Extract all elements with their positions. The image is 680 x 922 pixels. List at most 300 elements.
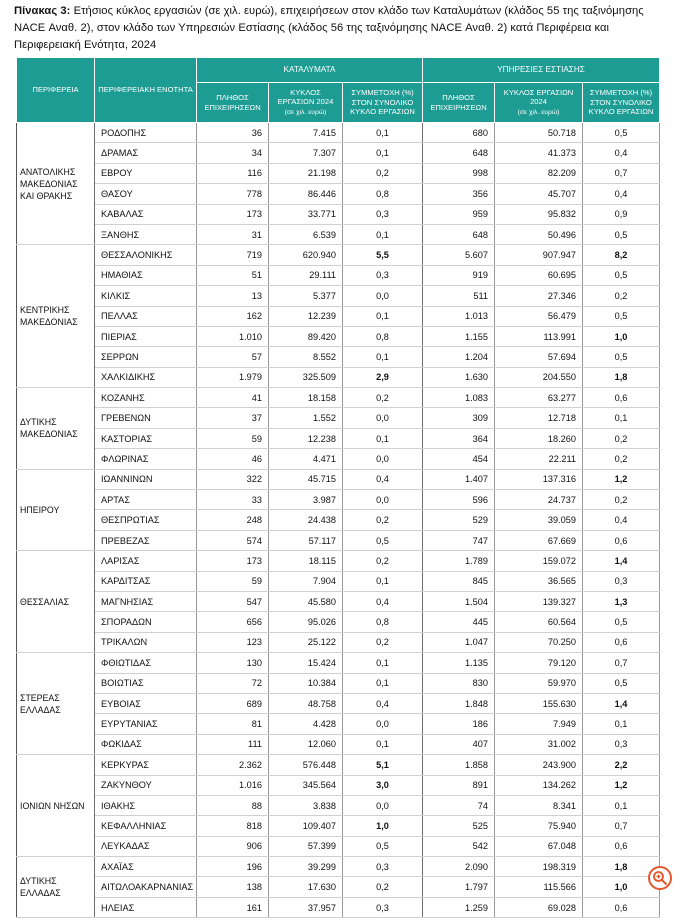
unit-name: ΙΘΑΚΗΣ [95,795,197,815]
food-services-turnover: 50.718 [495,123,583,143]
unit-name: ΘΕΣΠΡΩΤΙΑΣ [95,510,197,530]
table-row [17,755,660,775]
food-services-share: 0,2 [583,490,660,510]
table-row [17,612,660,632]
accommodation-turnover: 1.552 [269,408,343,428]
accommodation-firms: 123 [197,632,269,652]
food-services-firms: 1.047 [423,632,495,652]
accommodation-turnover: 89.420 [269,326,343,346]
accommodation-share: 0,0 [343,449,423,469]
food-services-firms: 364 [423,428,495,448]
food-services-turnover: 27.346 [495,286,583,306]
accommodation-share: 1,0 [343,816,423,836]
food-services-share: 8,2 [583,245,660,265]
table-row [17,897,660,917]
accommodation-share: 0,2 [343,163,423,183]
food-services-turnover: 56.479 [495,306,583,326]
table-row [17,306,660,326]
region-name: ΔΥΤΙΚΗΣ ΕΛΛΑΔΑΣ [17,857,95,918]
food-services-turnover: 18.260 [495,428,583,448]
food-services-turnover: 95.832 [495,204,583,224]
food-services-firms: 1.848 [423,693,495,713]
accommodation-share: 5,5 [343,245,423,265]
food-services-turnover: 67.048 [495,836,583,856]
food-services-turnover: 12.718 [495,408,583,428]
accommodation-turnover: 48.758 [269,693,343,713]
accommodation-share: 0,2 [343,877,423,897]
food-services-share: 0,5 [583,265,660,285]
accommodation-share: 0,8 [343,612,423,632]
table-row [17,184,660,204]
table-row [17,347,660,367]
unit-name: ΠΕΛΛΑΣ [95,306,197,326]
food-services-firms: 1.259 [423,897,495,917]
accommodation-firms: 2.362 [197,755,269,775]
food-services-share: 1,2 [583,775,660,795]
header-a-share: ΣΥΜΜΕΤΟΧΗ (%) ΣΤΟΝ ΣΥΝΟΛΙΚΟ ΚΥΚΛΟ ΕΡΓΑΣΙΩΝ [343,83,423,123]
unit-name: ΓΡΕΒΕΝΩΝ [95,408,197,428]
food-services-firms: 454 [423,449,495,469]
accommodation-turnover: 15.424 [269,653,343,673]
accommodation-firms: 547 [197,591,269,611]
accommodation-turnover: 45.580 [269,591,343,611]
table-row [17,857,660,877]
accommodation-turnover: 17.630 [269,877,343,897]
accommodation-turnover: 8.552 [269,347,343,367]
accommodation-turnover: 39.299 [269,857,343,877]
accommodation-share: 0,4 [343,469,423,489]
accommodation-firms: 59 [197,428,269,448]
table-row [17,795,660,815]
accommodation-turnover: 12.239 [269,306,343,326]
unit-name: ΕΥΒΟΙΑΣ [95,693,197,713]
accommodation-turnover: 7.904 [269,571,343,591]
food-services-firms: 680 [423,123,495,143]
accommodation-share: 0,4 [343,591,423,611]
food-services-turnover: 907.947 [495,245,583,265]
accommodation-firms: 34 [197,143,269,163]
food-services-firms: 525 [423,816,495,836]
food-services-share: 0,1 [583,795,660,815]
accommodation-turnover: 24.438 [269,510,343,530]
food-services-turnover: 79.120 [495,653,583,673]
food-services-share: 0,1 [583,408,660,428]
accommodation-share: 0,0 [343,795,423,815]
food-services-share: 0,3 [583,571,660,591]
header-food-services: ΥΠΗΡΕΣΙΕΣ ΕΣΤΙΑΣΗΣ [423,58,660,83]
accommodation-share: 5,1 [343,755,423,775]
accommodation-turnover: 45.715 [269,469,343,489]
food-services-firms: 1.155 [423,326,495,346]
accommodation-share: 0,1 [343,143,423,163]
unit-name: ΚΕΦΑΛΛΗΝΙΑΣ [95,816,197,836]
header-a-firms: ΠΛΗΘΟΣ ΕΠΙΧΕΙΡΗΣΕΩΝ [197,83,269,123]
accommodation-share: 0,2 [343,632,423,652]
accommodation-share: 0,8 [343,184,423,204]
accommodation-firms: 36 [197,123,269,143]
food-services-share: 0,2 [583,286,660,306]
header-unit: ΠΕΡΙΦΕΡΕΙΑΚΗ ΕΝΟΤΗΤΑ [95,58,197,123]
region-name: ΘΕΣΣΑΛΙΑΣ [17,551,95,653]
accommodation-firms: 138 [197,877,269,897]
food-services-firms: 309 [423,408,495,428]
accommodation-firms: 656 [197,612,269,632]
header-b-share: ΣΥΜΜΕΤΟΧΗ (%) ΣΤΟΝ ΣΥΝΟΛΙΚΟ ΚΥΚΛΟ ΕΡΓΑΣΙΩΝ [583,83,660,123]
food-services-firms: 830 [423,673,495,693]
header-a-turnover: ΚΥΚΛΟΣ ΕΡΓΑΣΙΩΝ 2024 (σε χιλ. ευρώ) [269,83,343,123]
caption-label: Πίνακας 3: [14,5,71,17]
accommodation-share: 0,1 [343,653,423,673]
accommodation-turnover: 21.198 [269,163,343,183]
accommodation-share: 0,0 [343,714,423,734]
accommodation-firms: 173 [197,551,269,571]
unit-name: ΡΟΔΟΠΗΣ [95,123,197,143]
accommodation-turnover: 576.448 [269,755,343,775]
food-services-firms: 74 [423,795,495,815]
table-row [17,326,660,346]
food-services-share: 0,4 [583,510,660,530]
accommodation-firms: 37 [197,408,269,428]
accommodation-turnover: 5.377 [269,286,343,306]
accommodation-firms: 33 [197,490,269,510]
table-row [17,632,660,652]
food-services-share: 0,7 [583,653,660,673]
table-row [17,693,660,713]
accommodation-turnover: 345.564 [269,775,343,795]
table-row [17,367,660,387]
caption-text: Ετήσιος κύκλος εργασιών (σε χιλ. ευρώ), επιχειρήσεων στον κλάδο των Καταλυμάτων (κλάδος 55 της ταξινόμησης NACE Αναθ. 2), στον κλάδο των Υπηρεσιών Εστίασης (κλάδος 56 της ταξινόμησης NACE Αναθ. 2) κατά Περιφέρεια και Περιφερειακή Ενότητα, 2024 [14,5,644,51]
food-services-share: 0,5 [583,612,660,632]
unit-name: ΕΥΡΥΤΑΝΙΑΣ [95,714,197,734]
accommodation-firms: 130 [197,653,269,673]
table-row [17,591,660,611]
food-services-turnover: 57.694 [495,347,583,367]
accommodation-turnover: 7.307 [269,143,343,163]
food-services-turnover: 24.737 [495,490,583,510]
unit-name: ΚΑΣΤΟΡΙΑΣ [95,428,197,448]
unit-name: ΑΧΑΪΑΣ [95,857,197,877]
food-services-turnover: 22.211 [495,449,583,469]
food-services-firms: 959 [423,204,495,224]
accommodation-share: 0,0 [343,490,423,510]
food-services-turnover: 82.209 [495,163,583,183]
food-services-firms: 1.789 [423,551,495,571]
food-services-firms: 1.083 [423,388,495,408]
table-row [17,775,660,795]
food-services-share: 1,8 [583,367,660,387]
food-services-share: 0,5 [583,224,660,244]
accommodation-turnover: 37.957 [269,897,343,917]
accommodation-firms: 111 [197,734,269,754]
accommodation-turnover: 57.117 [269,530,343,550]
accommodation-firms: 13 [197,286,269,306]
accommodation-turnover: 86.446 [269,184,343,204]
unit-name: ΖΑΚΥΝΘΟΥ [95,775,197,795]
unit-name: ΗΜΑΘΙΑΣ [95,265,197,285]
food-services-firms: 2.090 [423,857,495,877]
food-services-firms: 1.013 [423,306,495,326]
table-row [17,551,660,571]
accommodation-share: 0,0 [343,408,423,428]
food-services-turnover: 50.496 [495,224,583,244]
accommodation-firms: 719 [197,245,269,265]
food-services-turnover: 134.262 [495,775,583,795]
accommodation-turnover: 10.384 [269,673,343,693]
accommodation-turnover: 57.399 [269,836,343,856]
unit-name: ΜΑΓΝΗΣΙΑΣ [95,591,197,611]
accommodation-share: 0,3 [343,857,423,877]
unit-name: ΘΑΣΟΥ [95,184,197,204]
region-name: ΣΤΕΡΕΑΣ ΕΛΛΑΔΑΣ [17,653,95,755]
unit-name: ΑΡΤΑΣ [95,490,197,510]
table-row [17,571,660,591]
accommodation-firms: 173 [197,204,269,224]
accommodation-firms: 46 [197,449,269,469]
accommodation-firms: 116 [197,163,269,183]
food-services-firms: 648 [423,143,495,163]
food-services-firms: 407 [423,734,495,754]
accommodation-share: 0,2 [343,388,423,408]
food-services-turnover: 41.373 [495,143,583,163]
food-services-turnover: 159.072 [495,551,583,571]
header-accommodation: ΚΑΤΑΛΥΜΑΤΑ [197,58,423,83]
food-services-turnover: 75.940 [495,816,583,836]
unit-name: ΛΑΡΙΣΑΣ [95,551,197,571]
food-services-share: 0,3 [583,734,660,754]
food-services-share: 0,6 [583,897,660,917]
accommodation-turnover: 29.111 [269,265,343,285]
unit-name: ΘΕΣΣΑΛΟΝΙΚΗΣ [95,245,197,265]
accommodation-share: 0,1 [343,673,423,693]
food-services-firms: 919 [423,265,495,285]
unit-name: ΣΠΟΡΑΔΩΝ [95,612,197,632]
accommodation-firms: 1.979 [197,367,269,387]
food-services-turnover: 60.695 [495,265,583,285]
region-name: ΑΝΑΤΟΛΙΚΗΣ ΜΑΚΕΔΟΝΙΑΣ ΚΑΙ ΘΡΑΚΗΣ [17,123,95,245]
accommodation-share: 2,9 [343,367,423,387]
food-services-share: 0,6 [583,632,660,652]
accommodation-firms: 248 [197,510,269,530]
header-b-firms: ΠΛΗΘΟΣ ΕΠΙΧΕΙΡΗΣΕΩΝ [423,83,495,123]
food-services-turnover: 36.565 [495,571,583,591]
table-row [17,490,660,510]
unit-name: ΠΙΕΡΙΑΣ [95,326,197,346]
food-services-share: 0,6 [583,530,660,550]
region-name: ΗΠΕΙΡΟΥ [17,469,95,551]
food-services-firms: 596 [423,490,495,510]
food-services-share: 1,8 [583,857,660,877]
accommodation-firms: 81 [197,714,269,734]
accommodation-firms: 818 [197,816,269,836]
unit-name: ΗΛΕΙΑΣ [95,897,197,917]
accommodation-turnover: 18.115 [269,551,343,571]
unit-name: ΧΑΛΚΙΔΙΚΗΣ [95,367,197,387]
unit-name: ΚΟΖΑΝΗΣ [95,388,197,408]
food-services-share: 0,7 [583,816,660,836]
table-row [17,734,660,754]
unit-name: ΑΙΤΩΛΟΑΚΑΡΝΑΝΙΑΣ [95,877,197,897]
table-row [17,836,660,856]
accommodation-firms: 72 [197,673,269,693]
accommodation-firms: 41 [197,388,269,408]
food-services-share: 1,0 [583,326,660,346]
table-row [17,408,660,428]
turnover-table [16,57,660,918]
region-name: ΔΥΤΙΚΗΣ ΜΑΚΕΔΟΝΙΑΣ [17,388,95,470]
accommodation-share: 0,1 [343,224,423,244]
unit-name: ΚΑΒΑΛΑΣ [95,204,197,224]
table-row [17,510,660,530]
accommodation-firms: 906 [197,836,269,856]
unit-name: ΚΑΡΔΙΤΣΑΣ [95,571,197,591]
table-row [17,143,660,163]
unit-name: ΛΕΥΚΑΔΑΣ [95,836,197,856]
region-name: ΙΟΝΙΩΝ ΝΗΣΩΝ [17,755,95,857]
food-services-turnover: 198.319 [495,857,583,877]
unit-name: ΞΑΝΘΗΣ [95,224,197,244]
food-services-share: 0,5 [583,123,660,143]
table-row [17,388,660,408]
food-services-firms: 845 [423,571,495,591]
food-services-share: 0,2 [583,449,660,469]
food-services-turnover: 155.630 [495,693,583,713]
food-services-firms: 1.407 [423,469,495,489]
table-row [17,204,660,224]
food-services-share: 1,2 [583,469,660,489]
food-services-turnover: 204.550 [495,367,583,387]
region-name: ΚΕΝΤΡΙΚΗΣ ΜΑΚΕΔΟΝΙΑΣ [17,245,95,388]
accommodation-share: 0,3 [343,204,423,224]
table-row [17,877,660,897]
food-services-share: 0,6 [583,388,660,408]
table-row [17,286,660,306]
accommodation-share: 0,1 [343,306,423,326]
food-services-firms: 1.204 [423,347,495,367]
table-row [17,714,660,734]
food-services-share: 1,0 [583,877,660,897]
accommodation-firms: 161 [197,897,269,917]
food-services-share: 0,5 [583,347,660,367]
accommodation-firms: 88 [197,795,269,815]
food-services-share: 0,9 [583,204,660,224]
food-services-firms: 529 [423,510,495,530]
food-services-turnover: 59.970 [495,673,583,693]
table-row [17,530,660,550]
accommodation-turnover: 4.428 [269,714,343,734]
accommodation-firms: 574 [197,530,269,550]
food-services-firms: 186 [423,714,495,734]
accommodation-firms: 51 [197,265,269,285]
food-services-share: 1,4 [583,693,660,713]
accommodation-share: 0,1 [343,123,423,143]
accommodation-share: 0,2 [343,551,423,571]
food-services-turnover: 7.949 [495,714,583,734]
accommodation-turnover: 325.509 [269,367,343,387]
accommodation-turnover: 95.026 [269,612,343,632]
accommodation-share: 0,5 [343,836,423,856]
food-services-share: 0,1 [583,714,660,734]
accommodation-turnover: 620.940 [269,245,343,265]
food-services-turnover: 139.327 [495,591,583,611]
food-services-turnover: 137.316 [495,469,583,489]
accommodation-share: 0,4 [343,693,423,713]
food-services-turnover: 115.566 [495,877,583,897]
food-services-turnover: 45.707 [495,184,583,204]
food-services-share: 2,2 [583,755,660,775]
accommodation-turnover: 25.122 [269,632,343,652]
accommodation-turnover: 12.238 [269,428,343,448]
accommodation-turnover: 18.158 [269,388,343,408]
food-services-share: 1,3 [583,591,660,611]
food-services-share: 0,4 [583,184,660,204]
food-services-turnover: 8.341 [495,795,583,815]
food-services-firms: 511 [423,286,495,306]
accommodation-turnover: 3.987 [269,490,343,510]
food-services-firms: 542 [423,836,495,856]
accommodation-share: 0,1 [343,734,423,754]
food-services-firms: 998 [423,163,495,183]
accommodation-share: 0,8 [343,326,423,346]
food-services-share: 0,6 [583,836,660,856]
food-services-firms: 747 [423,530,495,550]
table-body [17,123,660,918]
accommodation-turnover: 12.060 [269,734,343,754]
unit-name: ΚΙΛΚΙΣ [95,286,197,306]
food-services-firms: 1.504 [423,591,495,611]
unit-name: ΣΕΡΡΩΝ [95,347,197,367]
accommodation-turnover: 6.539 [269,224,343,244]
food-services-turnover: 31.002 [495,734,583,754]
accommodation-share: 0,1 [343,347,423,367]
accommodation-share: 0,1 [343,571,423,591]
unit-name: ΚΕΡΚΥΡΑΣ [95,755,197,775]
unit-name: ΦΩΚΙΔΑΣ [95,734,197,754]
unit-name: ΦΘΙΩΤΙΔΑΣ [95,653,197,673]
unit-name: ΕΒΡΟΥ [95,163,197,183]
food-services-share: 0,5 [583,673,660,693]
table-row [17,428,660,448]
food-services-turnover: 243.900 [495,755,583,775]
accommodation-share: 0,3 [343,265,423,285]
accommodation-firms: 778 [197,184,269,204]
accommodation-firms: 57 [197,347,269,367]
food-services-share: 0,5 [583,306,660,326]
header-region: ΠΕΡΙΦΕΡΕΙΑ [17,58,95,123]
table-row [17,163,660,183]
unit-name: ΤΡΙΚΑΛΩΝ [95,632,197,652]
unit-name: ΠΡΕΒΕΖΑΣ [95,530,197,550]
accommodation-share: 0,1 [343,428,423,448]
accommodation-firms: 31 [197,224,269,244]
food-services-firms: 1.135 [423,653,495,673]
food-services-firms: 1.797 [423,877,495,897]
unit-name: ΙΩΑΝΝΙΝΩΝ [95,469,197,489]
food-services-turnover: 63.277 [495,388,583,408]
food-services-share: 0,4 [583,143,660,163]
table-row [17,265,660,285]
accommodation-turnover: 4.471 [269,449,343,469]
accommodation-firms: 689 [197,693,269,713]
zoom-in-icon[interactable] [648,866,672,890]
accommodation-share: 0,2 [343,510,423,530]
table-row [17,224,660,244]
accommodation-turnover: 109.407 [269,816,343,836]
unit-name: ΔΡΑΜΑΣ [95,143,197,163]
unit-name: ΒΟΙΩΤΙΑΣ [95,673,197,693]
accommodation-share: 0,0 [343,286,423,306]
accommodation-firms: 196 [197,857,269,877]
food-services-firms: 445 [423,612,495,632]
